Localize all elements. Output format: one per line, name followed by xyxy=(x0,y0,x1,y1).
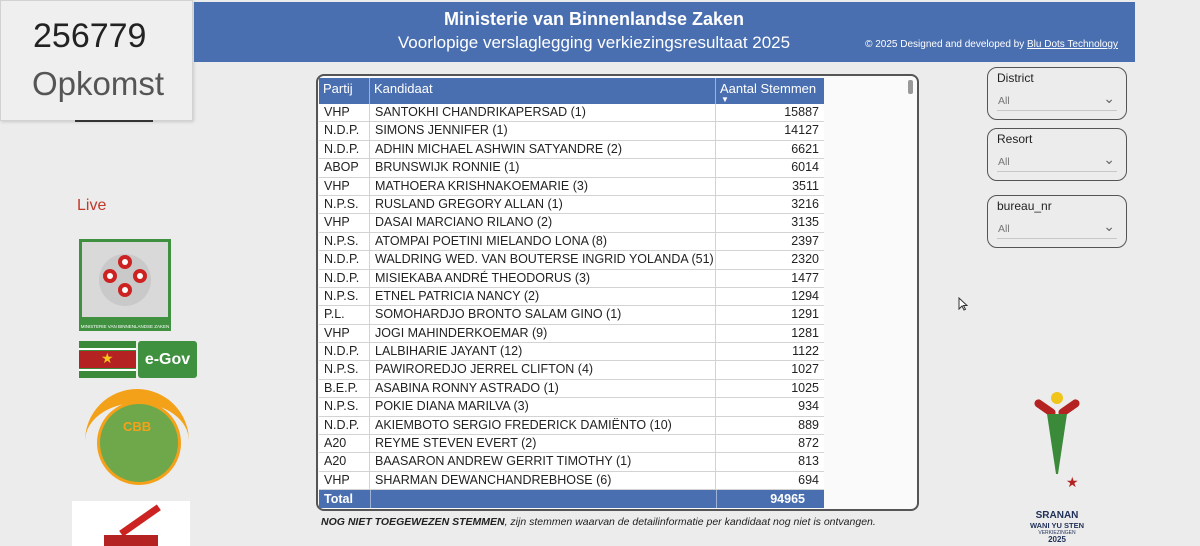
cbb-label: CBB xyxy=(123,419,152,434)
cell-kandidaat: SIMONS JENNIFER (1) xyxy=(370,122,716,140)
credit-prefix: © 2025 Designed and developed by xyxy=(865,39,1028,50)
table-row[interactable] xyxy=(319,196,824,214)
cell-partij: VHP xyxy=(319,178,370,196)
ballot-pen-icon xyxy=(119,504,161,536)
cell-partij: N.D.P. xyxy=(319,122,370,140)
results-table-header xyxy=(319,78,824,104)
live-label: Live xyxy=(77,197,107,214)
filter-district[interactable] xyxy=(987,67,1127,120)
table-row[interactable] xyxy=(319,343,824,361)
sranan-logo xyxy=(1020,392,1094,546)
column-header-aantal[interactable] xyxy=(716,78,824,104)
total-label: Total xyxy=(324,492,353,506)
mouse-cursor-icon xyxy=(958,297,968,311)
sranan-line1: SRANAN xyxy=(1035,510,1079,521)
cell-aantal: 3511 xyxy=(792,178,819,193)
table-row[interactable] xyxy=(319,417,824,435)
chevron-down-icon[interactable]: ⌄ xyxy=(1103,90,1115,106)
table-row[interactable] xyxy=(319,104,824,122)
footnote-text: , zijn stemmen waarvan de detailinformatie per kandidaat nog niet is ontvangen. xyxy=(504,516,876,528)
table-row[interactable] xyxy=(319,453,824,471)
cell-kandidaat: ADHIN MICHAEL ASHWIN SATYANDRE (2) xyxy=(370,141,716,159)
cell-aantal: 694 xyxy=(798,472,819,487)
credit-text xyxy=(865,39,1118,50)
sranan-line3: VERKIEZINGEN xyxy=(1038,530,1076,536)
cell-partij: N.P.S. xyxy=(319,361,370,379)
cell-kandidaat: DASAI MARCIANO RILANO (2) xyxy=(370,214,716,232)
suriname-flag-icon: ★ xyxy=(79,341,136,378)
cell-aantal: 15887 xyxy=(784,105,819,119)
cell-partij: N.D.P. xyxy=(319,141,370,159)
page-subtitle: Voorlopige verslaglegging verkiezingsresultaat 2025 xyxy=(397,33,791,52)
cell-aantal: 1122 xyxy=(792,344,819,359)
cell-aantal: 6014 xyxy=(791,160,819,175)
cell-kandidaat: MISIEKABA ANDRÉ THEODORUS (3) xyxy=(370,270,716,288)
cell-aantal: 872 xyxy=(798,436,819,451)
table-row[interactable] xyxy=(319,251,824,269)
table-scrollbar[interactable] xyxy=(908,80,913,94)
filter-bureau-title: bureau_nr xyxy=(997,199,1052,213)
ballot-box-icon xyxy=(104,535,158,546)
cell-aantal: 1027 xyxy=(791,362,819,377)
page-title: Ministerie van Binnenlandse Zaken xyxy=(443,9,745,29)
table-row[interactable] xyxy=(319,270,824,288)
table-row[interactable] xyxy=(319,214,824,232)
ministry-logo-text: MINISTERIE VAN BINNENLANDSE ZAKEN xyxy=(80,324,170,329)
cell-partij: A20 xyxy=(319,453,370,471)
table-row[interactable] xyxy=(319,141,824,159)
cell-partij: N.D.P. xyxy=(319,251,370,269)
sort-descending-icon: ▼ xyxy=(721,95,729,104)
kpi-card xyxy=(0,0,193,121)
filter-district-title: District xyxy=(997,71,1034,85)
cell-aantal: 1291 xyxy=(791,307,819,322)
sranan-year: 2025 xyxy=(1048,535,1066,544)
cell-aantal: 6621 xyxy=(791,141,819,156)
kpi-underline xyxy=(75,120,153,122)
footnote xyxy=(321,516,876,528)
cell-partij: N.D.P. xyxy=(319,270,370,288)
cell-aantal: 1477 xyxy=(791,270,819,285)
table-row[interactable] xyxy=(319,178,824,196)
cell-partij: N.P.S. xyxy=(319,288,370,306)
cell-partij: VHP xyxy=(319,472,370,490)
cell-aantal: 14127 xyxy=(784,123,819,138)
cell-kandidaat: JOGI MAHINDERKOEMAR (9) xyxy=(370,325,716,343)
turnout-value: 256779 xyxy=(33,17,147,55)
column-header-kandidaat[interactable]: Kandidaat xyxy=(370,78,716,104)
cell-kandidaat: SOMOHARDJO BRONTO SALAM GINO (1) xyxy=(370,306,716,324)
cell-kandidaat: LALBIHARIE JAYANT (12) xyxy=(370,343,716,361)
cell-partij: ABOP xyxy=(319,159,370,177)
ministry-logo[interactable] xyxy=(79,239,171,331)
chevron-down-icon[interactable]: ⌄ xyxy=(1103,151,1115,167)
table-row[interactable] xyxy=(319,361,824,379)
table-row[interactable] xyxy=(319,398,824,416)
results-table-body xyxy=(319,104,824,490)
sranan-figure-icon: ★ xyxy=(1039,392,1075,482)
results-table-total-row xyxy=(319,490,824,508)
cell-kandidaat: SANTOKHI CHANDRIKAPERSAD (1) xyxy=(370,104,716,122)
cell-kandidaat: RUSLAND GREGORY ALLAN (1) xyxy=(370,196,716,214)
cell-aantal: 2320 xyxy=(791,252,819,267)
cell-kandidaat: REYME STEVEN EVERT (2) xyxy=(370,435,716,453)
cell-kandidaat: BRUNSWIJK RONNIE (1) xyxy=(370,159,716,177)
cell-aantal: 2397 xyxy=(791,233,819,248)
cell-partij: N.D.P. xyxy=(319,343,370,361)
ministry-logo-image xyxy=(82,242,168,317)
credit-link[interactable]: Blu Dots Technology xyxy=(1027,39,1118,50)
cell-partij: N.P.S. xyxy=(319,233,370,251)
ministry-emblem-icon xyxy=(82,242,168,317)
cell-kandidaat: ATOMPAI POETINI MIELANDO LONA (8) xyxy=(370,233,716,251)
cell-partij: VHP xyxy=(319,325,370,343)
cell-kandidaat: POKIE DIANA MARILVA (3) xyxy=(370,398,716,416)
cell-kandidaat: BAASARON ANDREW GERRIT TIMOTHY (1) xyxy=(370,453,716,471)
cell-partij: N.D.P. xyxy=(319,417,370,435)
cell-partij: N.P.S. xyxy=(319,398,370,416)
table-row[interactable] xyxy=(319,288,824,306)
cell-partij: P.L. xyxy=(319,306,370,324)
cell-partij: N.P.S. xyxy=(319,196,370,214)
cell-aantal: 889 xyxy=(798,417,819,432)
cell-partij: VHP xyxy=(319,104,370,122)
filter-resort-value[interactable]: All xyxy=(998,156,1010,168)
filter-bureau[interactable] xyxy=(987,195,1127,248)
sranan-line2: WANI YU STEN xyxy=(1029,521,1085,530)
cell-partij: A20 xyxy=(319,435,370,453)
column-header-partij[interactable]: Partij xyxy=(319,78,370,104)
cell-aantal: 1294 xyxy=(791,288,819,303)
table-row[interactable] xyxy=(319,435,824,453)
total-value: 94965 xyxy=(770,492,805,506)
filter-resort[interactable] xyxy=(987,128,1127,181)
cell-kandidaat: AKIEMBOTO SERGIO FREDERICK DAMIËNTO (10) xyxy=(370,417,716,435)
cell-kandidaat: SHARMAN DEWANCHANDREBHOSE (6) xyxy=(370,472,716,490)
chevron-down-icon[interactable]: ⌄ xyxy=(1103,218,1115,234)
cell-kandidaat: ETNEL PATRICIA NANCY (2) xyxy=(370,288,716,306)
cell-kandidaat: PAWIROREDJO JERREL CLIFTON (4) xyxy=(370,361,716,379)
cell-aantal: 934 xyxy=(798,399,819,414)
table-row[interactable] xyxy=(319,159,824,177)
filter-resort-title: Resort xyxy=(997,132,1033,146)
table-row[interactable] xyxy=(319,325,824,343)
filter-bureau-value[interactable]: All xyxy=(998,223,1010,235)
cell-partij: VHP xyxy=(319,214,370,232)
table-row[interactable] xyxy=(319,233,824,251)
cell-aantal: 813 xyxy=(798,454,819,469)
header-banner xyxy=(194,2,1135,62)
cell-partij: B.E.P. xyxy=(319,380,370,398)
cell-kandidaat: ASABINA RONNY ASTRADO (1) xyxy=(370,380,716,398)
cbb-logo[interactable] xyxy=(79,389,199,491)
ballot-logo xyxy=(72,501,190,546)
cell-aantal: 1281 xyxy=(791,325,819,340)
filter-district-value[interactable]: All xyxy=(998,95,1010,107)
cell-aantal: 3135 xyxy=(791,215,819,230)
turnout-label: Opkomst xyxy=(32,65,165,102)
cbb-circle-icon xyxy=(97,401,181,485)
footnote-bold: NOG NIET TOEGEWEZEN STEMMEN xyxy=(321,516,505,528)
egov-label: e-Gov xyxy=(138,341,197,378)
cell-aantal: 3216 xyxy=(791,196,819,211)
table-row[interactable] xyxy=(319,122,824,140)
cell-kandidaat: MATHOERA KRISHNAKOEMARIE (3) xyxy=(370,178,716,196)
cell-kandidaat: WALDRING WED. VAN BOUTERSE INGRID YOLANDA (51) xyxy=(370,251,716,269)
column-header-aantal-label: Aantal Stemmen xyxy=(720,81,817,96)
table-row[interactable] xyxy=(319,472,824,490)
cell-aantal: 1025 xyxy=(791,380,819,395)
table-row[interactable] xyxy=(319,306,824,324)
egov-logo[interactable] xyxy=(79,341,197,378)
table-row[interactable] xyxy=(319,380,824,398)
